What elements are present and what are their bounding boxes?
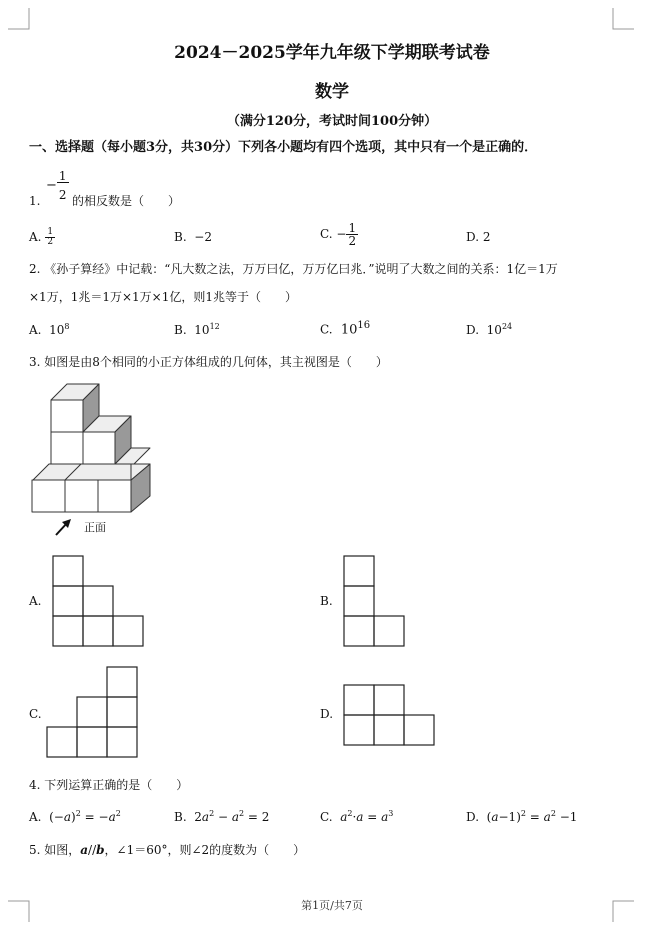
q5-text: 5. 如图，a//b，∠1＝60°，则∠2的度数为（ ）: [29, 843, 306, 857]
q2-text-line1: 2. 《孙子算经》中记载：“凡大数之法，万万曰亿，万万亿曰兆．”说明了大数之间的关系：1亿＝1万: [29, 262, 558, 276]
q1-option-c[interactable]: C. − $\frac{1}{2}$: [320, 221, 357, 248]
q3-option-d-label[interactable]: D.: [320, 707, 334, 721]
q2-option-d[interactable]: D. $10^{24}$: [466, 322, 513, 337]
q1-number: 1.: [29, 194, 41, 208]
q1-expression: − $\frac{1}{2}$: [46, 169, 67, 202]
q3-option-b-label[interactable]: B.: [320, 594, 333, 608]
exam-note: （满分120分，考试时间100分钟）: [226, 114, 438, 129]
page-footer: 第1页/共7页: [301, 899, 363, 912]
corner-mark-top-left: [8, 8, 30, 30]
q3-front-label: 正面: [84, 521, 106, 534]
q2-option-c[interactable]: C. $10^{16}$: [320, 320, 371, 338]
q3-option-c-figure[interactable]: [46, 666, 140, 758]
q4-text: 4. 下列运算正确的是（ ）: [29, 778, 189, 792]
q3-option-c-label[interactable]: C.: [29, 707, 42, 721]
q1-text: 的相反数是（ ）: [72, 194, 181, 208]
corner-mark-top-right: [612, 8, 634, 30]
q4-option-b[interactable]: B. $2a^2 - a^2 = 2$: [174, 809, 270, 824]
q1-option-a[interactable]: A. $\frac{1}{2}$: [29, 227, 54, 247]
q3-option-d-figure[interactable]: [343, 684, 437, 746]
q4-option-a[interactable]: A. $(-a)^2 = -a^2$: [29, 809, 121, 824]
exam-title: 2024－2025学年九年级下学期联考试卷: [174, 43, 490, 63]
q4-option-d[interactable]: D. $(a-1)^2 = a^2 -1$: [466, 809, 578, 824]
q3-option-b-figure[interactable]: [343, 555, 407, 647]
q2-option-b[interactable]: B. $10^{12}$: [174, 322, 220, 337]
q4-option-c[interactable]: C. $a^2\cdot a = a^3$: [320, 809, 394, 824]
q1-option-b[interactable]: B. −2: [174, 230, 212, 244]
q2-option-a[interactable]: A. $10^8$: [29, 322, 70, 337]
q1-option-d[interactable]: D. 2: [466, 230, 491, 244]
q3-option-a-label[interactable]: A.: [29, 594, 42, 608]
q3-text: 3. 如图是由8个相同的小正方体组成的几何体，其主视图是（ ）: [29, 355, 388, 369]
section-heading: 一、选择题（每小题3分，共30分）下列各小题均有四个选项，其中只有一个是正确的．: [29, 140, 538, 155]
q3-option-a-figure[interactable]: [52, 555, 146, 647]
q3-cube-figure: [28, 380, 158, 542]
subject-title: 数学: [315, 82, 349, 102]
q2-text-line2: ×1万，1兆＝1万×1万×1亿，则1兆等于（ ）: [29, 290, 297, 304]
